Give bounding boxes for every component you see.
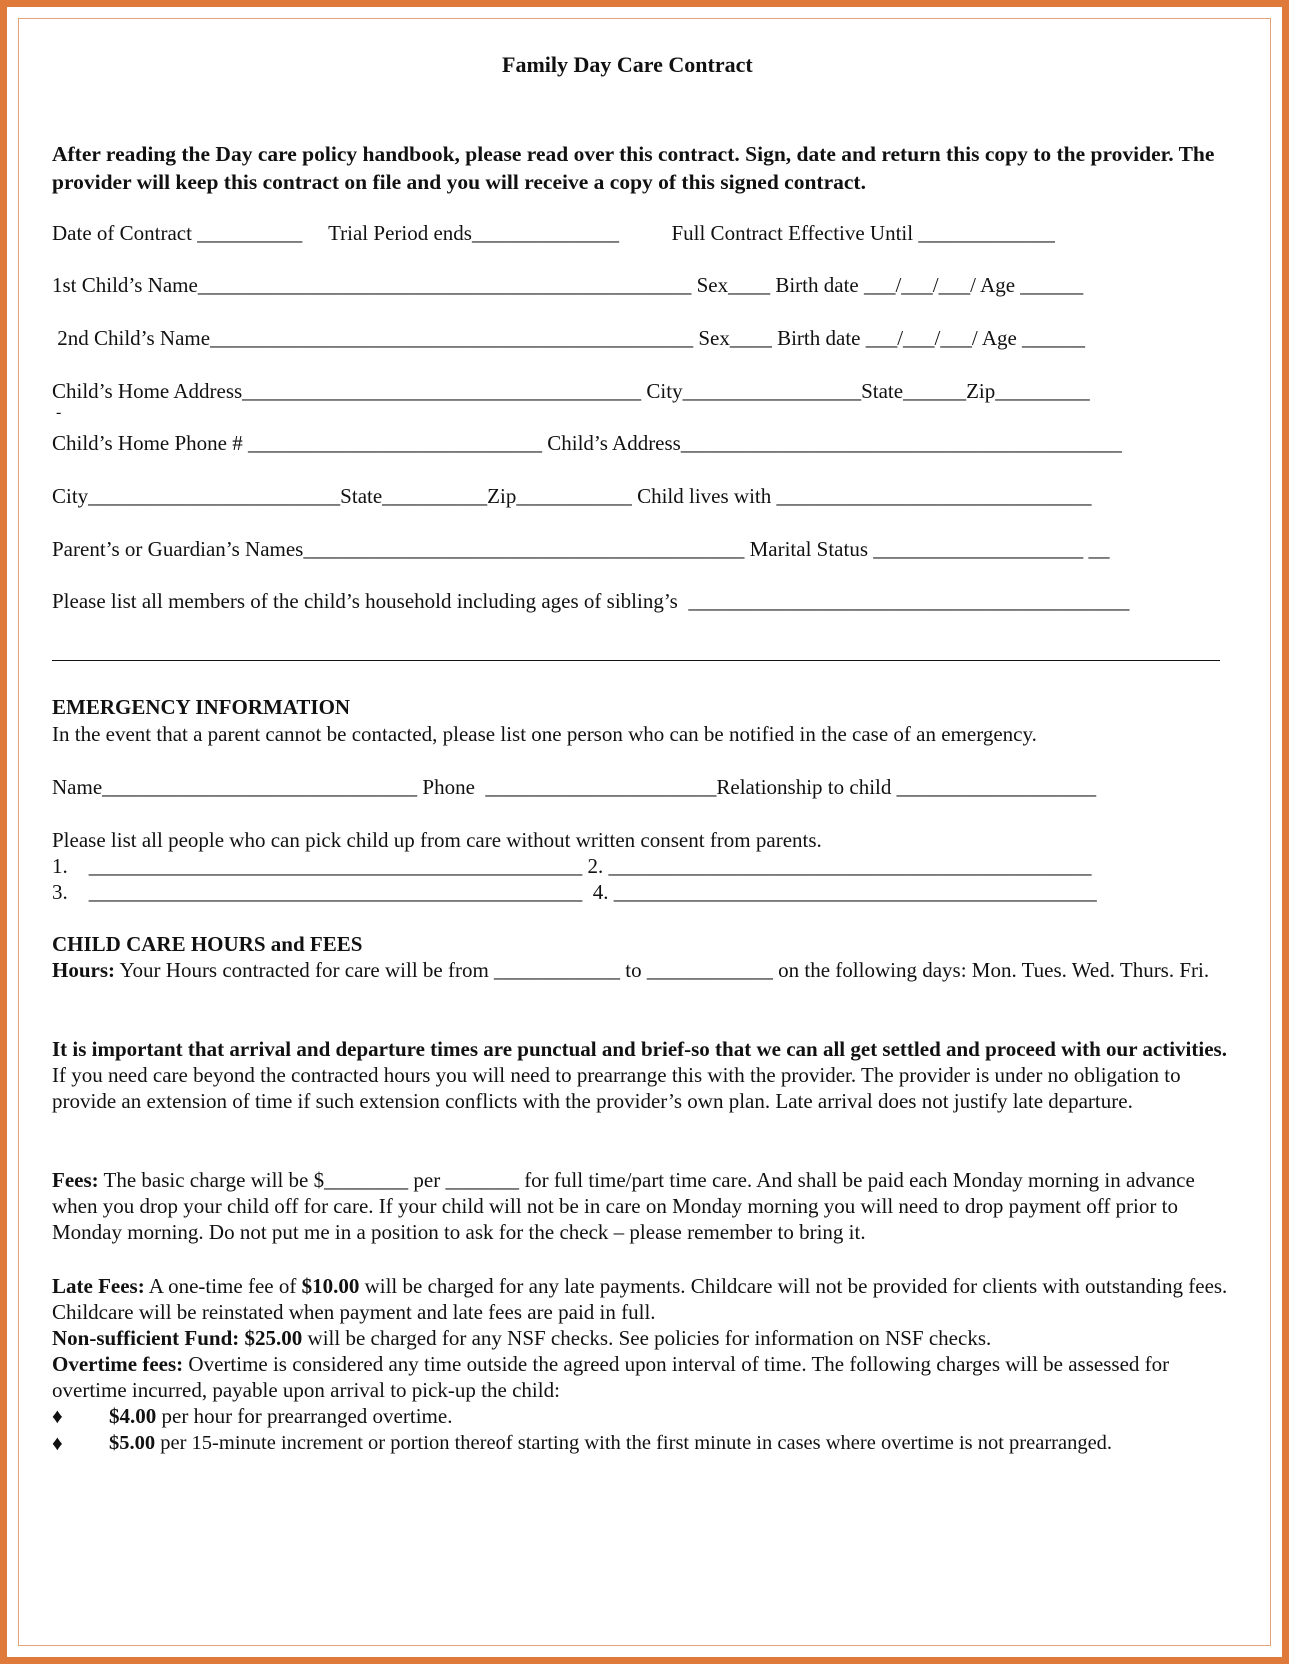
hours-text: Your Hours contracted for care will be from ____________ to ____________ on the following days: Mon. Tues. Wed. Thurs. Fri. (115, 958, 1210, 982)
home-address-row: Child’s Home Address______________________________________ City_________________State______Zip_________ (52, 379, 1090, 403)
overtime-text: Overtime is considered any time outside the agreed upon interval of time. The following charges will be assessed for overtime incurred, payable upon arrival to pick-up the child: (52, 1352, 1170, 1402)
dash-mark: - (52, 404, 62, 421)
emergency-text: In the event that a parent cannot be contacted, please list one person who can be notified in the case of an emergency. (52, 722, 1037, 746)
emergency-heading: EMERGENCY INFORMATION (52, 695, 351, 719)
bullet-1-amount: $4.00 (109, 1404, 157, 1428)
punctuality-text: If you need care beyond the contracted hours you will need to prearrange this with the provider. The provider is under no obligation to provide an extension of time if such extension conflicts with the provider’s own plan. Late arrival does not justify late departure. (52, 1063, 1181, 1113)
household-blank-line (52, 660, 1220, 661)
overtime-label: Overtime fees: (52, 1352, 184, 1376)
hours-label: Hours: (52, 958, 115, 982)
fees-label: Fees: (52, 1168, 99, 1192)
nsf-label: Non-sufficient Fund: $25.00 (52, 1326, 303, 1350)
intro-paragraph: After reading the Day care policy handbook, please read over this contract. Sign, date and return this copy to the provider. The provider will keep this contract on file and you will receive a copy of this signed contract. (52, 142, 1215, 194)
punctuality-bold: It is important that arrival and departure times are punctual and brief-so that we can all get settled and proceed with our activities. (52, 1037, 1227, 1061)
late-fees-text-2: will be charged for any late payments. Childcare will not be provided for clients with outstanding fees. Childcare will be reinstated when payment and late fees are paid in full. (52, 1274, 1228, 1324)
guardian-row: Parent’s or Guardian’s Names__________________________________________ Marital Status ____________________ __ (52, 537, 1110, 561)
hours-fees-heading: CHILD CARE HOURS and FEES (52, 932, 363, 956)
late-fees-text-1: A one-time fee of (144, 1274, 302, 1298)
household-row: Please list all members of the child’s household including ages of sibling’s __________________________________________ (52, 589, 1130, 613)
pickup-row-2: 3. _______________________________________________ 4. ______________________________________________ (52, 880, 1097, 904)
bullet-1-glyph: ♦ (52, 1404, 63, 1428)
late-fees-label: Late Fees: (52, 1274, 145, 1298)
pickup-intro: Please list all people who can pick child up from care without written consent from parents. (52, 828, 822, 852)
fees-text: The basic charge will be $________ per _______ for full time/part time care. And shall be paid each Monday morning in advance when you drop your child off for care. If your child will not be in care on Monday morning you will need to drop payment off prior to Monday morning. Do not put me in a position to ask for the check – please remember to bring it. (52, 1168, 1195, 1244)
pickup-row-1: 1. _______________________________________________ 2. ______________________________________________ (52, 854, 1092, 878)
fees-paragraph (52, 1167, 1232, 1245)
second-child-row: 2nd Child’s Name______________________________________________ Sex____ Birth date ___/___/___/ Age ______ (52, 326, 1086, 350)
bullet-1 (109, 1404, 452, 1428)
bullet-2-text: per 15-minute increment or portion thereof starting with the first minute in cases where overtime is not prearranged. (155, 1432, 1113, 1454)
late-fees-paragraph (52, 1273, 1232, 1325)
contract-dates-row: Date of Contract __________ Trial Period ends______________ Full Contract Effective Until _____________ (52, 221, 1055, 245)
late-fee-amount: $10.00 (301, 1274, 360, 1298)
home-phone-row: Child’s Home Phone # ____________________________ Child’s Address__________________________________________ (52, 431, 1122, 455)
punctuality-paragraph (52, 1036, 1232, 1114)
bullet-2 (109, 1431, 1112, 1455)
bullet-2-glyph: ♦ (52, 1431, 63, 1455)
nsf-text: will be charged for any NSF checks. See policies for information on NSF checks. (302, 1326, 992, 1350)
page-title: Family Day Care Contract (502, 52, 753, 77)
first-child-row: 1st Child’s Name_______________________________________________ Sex____ Birth date ___/___/___/ Age ______ (52, 273, 1084, 297)
overtime-paragraph (52, 1351, 1232, 1403)
nsf-paragraph (52, 1325, 1232, 1351)
bullet-1-text: per hour for prearranged overtime. (156, 1404, 453, 1428)
city-row: City________________________State__________Zip___________ Child lives with ______________________________ (52, 484, 1092, 508)
emergency-contact-row: Name______________________________ Phone ______________________Relationship to child ___________________ (52, 775, 1097, 799)
bullet-2-amount: $5.00 (109, 1432, 156, 1454)
hours-paragraph (52, 957, 1232, 983)
